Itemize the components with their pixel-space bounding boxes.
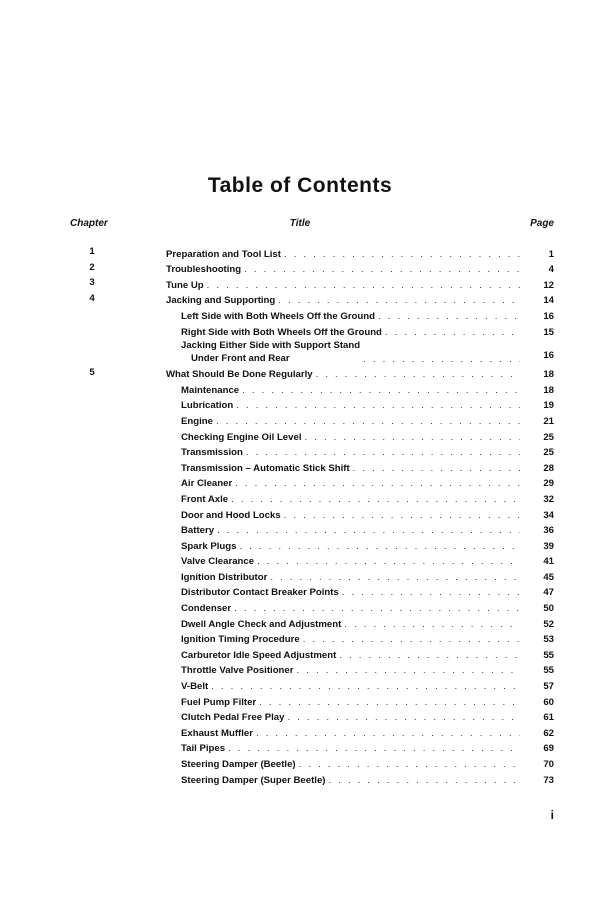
entry-title: Preparation and Tool List bbox=[166, 248, 281, 260]
toc-entry bbox=[181, 743, 520, 754]
toc-entry bbox=[181, 619, 520, 630]
entry-title: Ignition Timing Procedure bbox=[181, 634, 300, 646]
dot-leader bbox=[239, 541, 520, 552]
toc-row bbox=[0, 382, 600, 398]
dot-leader bbox=[378, 311, 520, 322]
toc-entry bbox=[181, 587, 520, 598]
toc-entry bbox=[181, 634, 520, 645]
toc-row bbox=[0, 293, 600, 309]
entry-title: Left Side with Both Wheels Off the Ground bbox=[181, 310, 375, 322]
toc-row bbox=[0, 460, 600, 476]
dot-leader bbox=[287, 712, 520, 723]
dot-leader bbox=[257, 556, 520, 567]
entry-title: Maintenance bbox=[181, 384, 240, 396]
toc-entry bbox=[166, 295, 520, 306]
page-number: 15 bbox=[543, 326, 554, 338]
page-number: 45 bbox=[543, 571, 554, 583]
toc-row bbox=[0, 491, 600, 507]
toc-row bbox=[0, 741, 600, 757]
toc-entry bbox=[181, 775, 520, 786]
dot-leader bbox=[363, 354, 520, 365]
toc-entry bbox=[166, 280, 520, 291]
toc-row bbox=[0, 308, 600, 324]
page-number: 19 bbox=[543, 400, 554, 412]
toc-entry bbox=[181, 665, 520, 676]
toc-entry bbox=[166, 249, 520, 260]
toc-row bbox=[0, 277, 600, 293]
toc-row bbox=[0, 647, 600, 663]
page-number: 12 bbox=[543, 279, 554, 291]
toc-row bbox=[0, 340, 600, 367]
toc-entry bbox=[181, 572, 520, 583]
toc-row bbox=[0, 616, 600, 632]
entry-title: Transmission – Automatic Stick Shift bbox=[181, 462, 350, 474]
page-number: 29 bbox=[543, 478, 554, 490]
entry-title: V-Belt bbox=[181, 681, 209, 693]
page-number: 52 bbox=[543, 618, 554, 630]
dot-leader bbox=[256, 728, 520, 739]
entry-title: Distributor Contact Breaker Points bbox=[181, 587, 339, 599]
entry-title: Valve Clearance bbox=[181, 556, 255, 568]
toc-entry bbox=[181, 400, 520, 411]
page-number: 47 bbox=[543, 587, 554, 599]
dot-leader bbox=[234, 603, 520, 614]
dot-leader bbox=[344, 619, 520, 630]
toc-entry bbox=[166, 264, 520, 275]
toc-entry bbox=[181, 728, 520, 739]
toc-row bbox=[0, 246, 600, 262]
entry-title: Tune Up bbox=[166, 279, 204, 291]
toc-row bbox=[0, 569, 600, 585]
dot-leader bbox=[270, 572, 520, 583]
entry-title: Ignition Distributor bbox=[181, 571, 268, 583]
toc-row bbox=[0, 554, 600, 570]
page-number: 55 bbox=[543, 649, 554, 661]
entry-title: Steering Damper (Super Beetle) bbox=[181, 774, 326, 786]
dot-leader bbox=[228, 743, 520, 754]
toc-list bbox=[0, 246, 600, 788]
entry-title: Carburetor Idle Speed Adjustment bbox=[181, 649, 337, 661]
entry-title: Troubleshooting bbox=[166, 264, 242, 276]
chapter-column-header: Chapter bbox=[70, 218, 108, 229]
entry-title: What Should Be Done Regularly bbox=[166, 369, 313, 381]
entry-title: Condenser bbox=[181, 603, 232, 615]
dot-leader bbox=[284, 510, 520, 521]
toc-entry bbox=[181, 478, 520, 489]
page-number: 16 bbox=[543, 310, 554, 322]
page-title: Table of Contents bbox=[207, 174, 393, 197]
dot-leader bbox=[244, 264, 520, 275]
page-number: 28 bbox=[543, 462, 554, 474]
dot-leader bbox=[342, 587, 520, 598]
toc-row bbox=[0, 476, 600, 492]
entry-title-continued: Under Front and Rear bbox=[191, 352, 290, 364]
page-number: 32 bbox=[543, 493, 554, 505]
toc-row bbox=[0, 585, 600, 601]
dot-leader bbox=[236, 400, 520, 411]
toc-entry bbox=[181, 681, 520, 692]
toc-row bbox=[0, 445, 600, 461]
entry-title: Door and Hood Locks bbox=[181, 509, 281, 521]
dot-leader bbox=[278, 295, 520, 306]
entry-title: Right Side with Both Wheels Off the Ground bbox=[181, 326, 382, 338]
toc-entry bbox=[181, 650, 520, 661]
entry-title: Clutch Pedal Free Play bbox=[181, 712, 285, 724]
page-number: 21 bbox=[543, 415, 554, 427]
page-number: 1 bbox=[548, 248, 554, 260]
toc-row bbox=[0, 678, 600, 694]
dot-leader bbox=[211, 681, 520, 692]
entry-title: Transmission bbox=[181, 447, 243, 459]
chapter-number: 1 bbox=[89, 246, 95, 257]
toc-row bbox=[0, 507, 600, 523]
entry-title: Steering Damper (Beetle) bbox=[181, 759, 296, 770]
dot-leader bbox=[259, 697, 520, 708]
dot-leader bbox=[385, 327, 520, 338]
dot-leader bbox=[217, 525, 520, 536]
toc-entry bbox=[166, 369, 520, 380]
page-number: 4 bbox=[548, 264, 554, 276]
entry-title: Jacking and Supporting bbox=[166, 295, 276, 307]
entry-title: Front Axle bbox=[181, 493, 229, 505]
page-number: 39 bbox=[543, 540, 554, 552]
toc-entry bbox=[181, 759, 520, 770]
toc-row bbox=[0, 756, 600, 772]
entry-title: Spark Plugs bbox=[181, 540, 237, 552]
dot-leader bbox=[316, 369, 520, 380]
entry-title: Exhaust Muffler bbox=[181, 727, 253, 739]
page-number: 14 bbox=[543, 295, 554, 307]
toc-entry bbox=[181, 712, 520, 723]
page-number: 18 bbox=[543, 384, 554, 396]
toc-row bbox=[0, 694, 600, 710]
dot-leader bbox=[235, 478, 520, 489]
page-number: 69 bbox=[543, 743, 554, 755]
dot-leader bbox=[304, 432, 520, 443]
page-number: 18 bbox=[543, 369, 554, 381]
toc-entry bbox=[181, 416, 520, 427]
toc-entry bbox=[181, 385, 520, 396]
dot-leader bbox=[284, 249, 520, 260]
toc-row bbox=[0, 523, 600, 539]
dot-leader bbox=[231, 494, 520, 505]
page-number: 55 bbox=[543, 665, 554, 677]
entry-title: Tail Pipes bbox=[181, 743, 226, 755]
toc-entry bbox=[181, 463, 520, 474]
title-column-header: Title bbox=[289, 218, 311, 229]
toc-entry bbox=[181, 541, 520, 552]
dot-leader bbox=[303, 634, 520, 645]
toc-row bbox=[0, 663, 600, 679]
dot-leader bbox=[207, 280, 520, 291]
toc-row bbox=[0, 398, 600, 414]
toc-entry bbox=[181, 339, 520, 365]
dot-leader bbox=[242, 385, 520, 396]
chapter-number: 4 bbox=[89, 292, 95, 304]
entry-title: Dwell Angle Check and Adjustment bbox=[181, 618, 342, 630]
toc-entry bbox=[181, 525, 520, 536]
page-number: 73 bbox=[543, 774, 554, 786]
entry-title: Engine bbox=[181, 415, 213, 427]
page-number: 25 bbox=[543, 431, 554, 443]
entry-title: Fuel Pump Filter bbox=[181, 696, 257, 708]
toc-row bbox=[0, 413, 600, 429]
dot-leader bbox=[216, 416, 520, 427]
dot-leader bbox=[299, 759, 520, 770]
entry-title: Battery bbox=[181, 525, 215, 537]
toc-entry bbox=[181, 447, 520, 458]
toc-row bbox=[0, 710, 600, 726]
toc-entry bbox=[181, 510, 520, 521]
entry-title: Jacking Either Side with Support Stand bbox=[181, 339, 361, 351]
page-number: 36 bbox=[543, 525, 554, 537]
page-number: 60 bbox=[543, 696, 554, 708]
dot-leader bbox=[246, 447, 520, 458]
page-number: 61 bbox=[543, 712, 554, 724]
dot-leader bbox=[339, 650, 520, 661]
toc-entry bbox=[181, 327, 520, 338]
page-column-header: Page bbox=[530, 218, 554, 229]
page-number: 41 bbox=[543, 556, 554, 568]
chapter-number: 5 bbox=[89, 366, 95, 378]
toc-entry bbox=[181, 494, 520, 505]
page-number: 34 bbox=[543, 509, 554, 521]
entry-title: Checking Engine Oil Level bbox=[181, 431, 302, 443]
entry-title: Lubrication bbox=[181, 400, 234, 412]
toc-row bbox=[0, 725, 600, 741]
toc-row bbox=[0, 429, 600, 445]
chapter-number: 3 bbox=[89, 277, 95, 289]
page-number: 62 bbox=[543, 727, 554, 739]
toc-row bbox=[0, 324, 600, 340]
dot-leader bbox=[353, 463, 520, 474]
entry-title: Air Cleaner bbox=[181, 478, 233, 490]
toc-row bbox=[0, 772, 600, 788]
toc-entry bbox=[181, 603, 520, 614]
toc-row bbox=[0, 632, 600, 648]
toc-row bbox=[0, 538, 600, 554]
page-number-folio: i bbox=[550, 808, 554, 822]
toc-entry bbox=[181, 311, 520, 322]
toc-entry bbox=[181, 556, 520, 567]
toc-row bbox=[0, 600, 600, 616]
page-number: 16 bbox=[543, 349, 554, 361]
toc-entry bbox=[181, 432, 520, 443]
dot-leader bbox=[328, 775, 520, 786]
toc-row bbox=[0, 367, 600, 383]
page-number: 50 bbox=[543, 603, 554, 615]
toc-row bbox=[0, 262, 600, 278]
page-number: 53 bbox=[543, 634, 554, 646]
toc-entry bbox=[181, 697, 520, 708]
page-number: 70 bbox=[543, 759, 554, 770]
entry-title: Throttle Valve Positioner bbox=[181, 665, 294, 677]
dot-leader bbox=[297, 665, 521, 676]
page-number: 25 bbox=[543, 447, 554, 459]
chapter-number: 2 bbox=[89, 261, 95, 273]
page-number: 57 bbox=[543, 681, 554, 693]
